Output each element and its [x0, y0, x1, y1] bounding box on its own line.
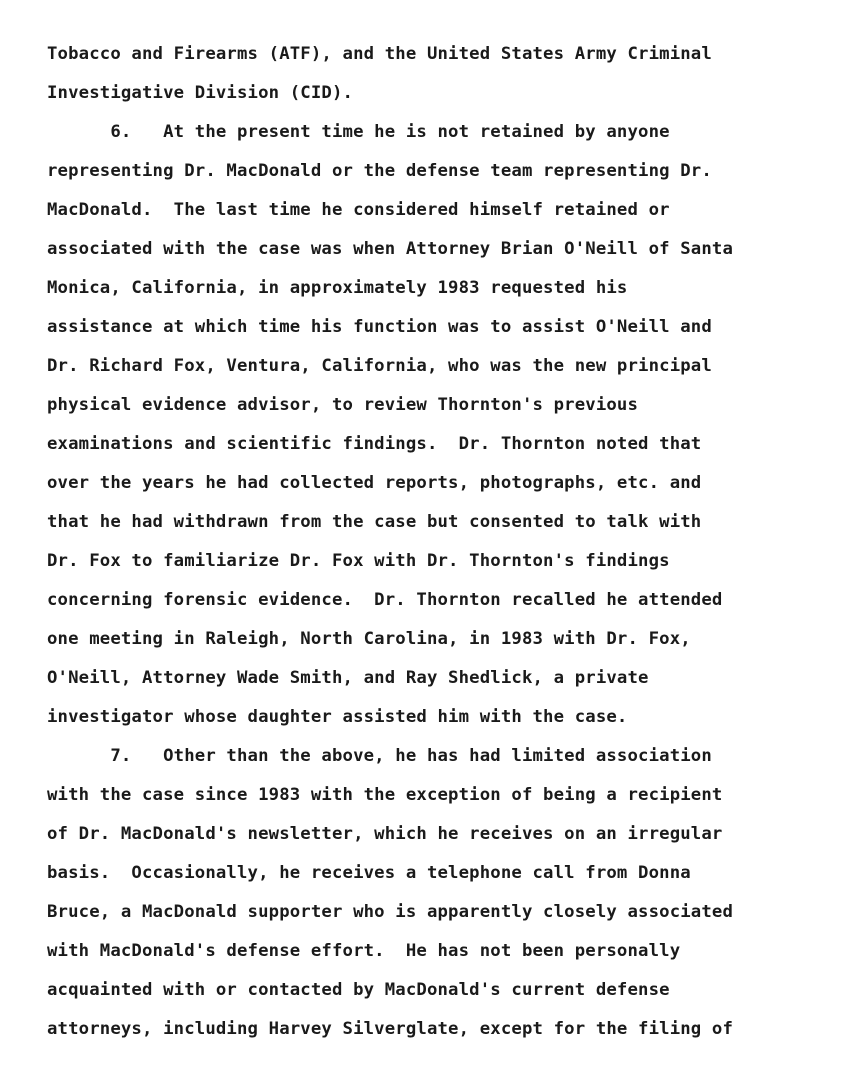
text-line: O'Neill, Attorney Wade Smith, and Ray Shedlick, a private [47, 668, 649, 688]
text-line: with MacDonald's defense effort. He has not been personally [47, 941, 681, 961]
text-line: Bruce, a MacDonald supporter who is apparently closely associated [47, 902, 734, 922]
paragraph-6-first-line: 6. At the present time he is not retained by anyone [47, 122, 670, 142]
text-line: one meeting in Raleigh, North Carolina, in 1983 with Dr. Fox, [47, 629, 691, 649]
text-line: over the years he had collected reports, photographs, etc. and [47, 473, 702, 493]
text-line: basis. Occasionally, he receives a telephone call from Donna [47, 863, 691, 883]
text-line: associated with the case was when Attorney Brian O'Neill of Santa [47, 239, 734, 259]
text-line: representing Dr. MacDonald or the defense team representing Dr. [47, 161, 712, 181]
text-line: physical evidence advisor, to review Thornton's previous [47, 395, 639, 415]
text-line: examinations and scientific findings. Dr. Thornton noted that [47, 434, 702, 454]
text-line: Dr. Richard Fox, Ventura, California, who was the new principal [47, 356, 712, 376]
text-line: that he had withdrawn from the case but consented to talk with [47, 512, 702, 532]
text-line: MacDonald. The last time he considered himself retained or [47, 200, 670, 220]
text-line: attorneys, including Harvey Silverglate, except for the filing of [47, 1019, 734, 1039]
text-line: Tobacco and Firearms (ATF), and the United States Army Criminal [47, 44, 712, 64]
text-line: with the case since 1983 with the exception of being a recipient [47, 785, 723, 805]
text-line: Monica, California, in approximately 1983 requested his [47, 278, 628, 298]
text-line: Dr. Fox to familiarize Dr. Fox with Dr. Thornton's findings [47, 551, 670, 571]
paragraph-7-first-line: 7. Other than the above, he has had limited association [47, 746, 712, 766]
text-line: Investigative Division (CID). [47, 83, 354, 103]
text-line: assistance at which time his function was to assist O'Neill and [47, 317, 712, 337]
text-line: investigator whose daughter assisted him with the case. [47, 707, 628, 727]
text-line: of Dr. MacDonald's newsletter, which he receives on an irregular [47, 824, 723, 844]
text-line: acquainted with or contacted by MacDonald's current defense [47, 980, 670, 1000]
text-line: concerning forensic evidence. Dr. Thornton recalled he attended [47, 590, 723, 610]
